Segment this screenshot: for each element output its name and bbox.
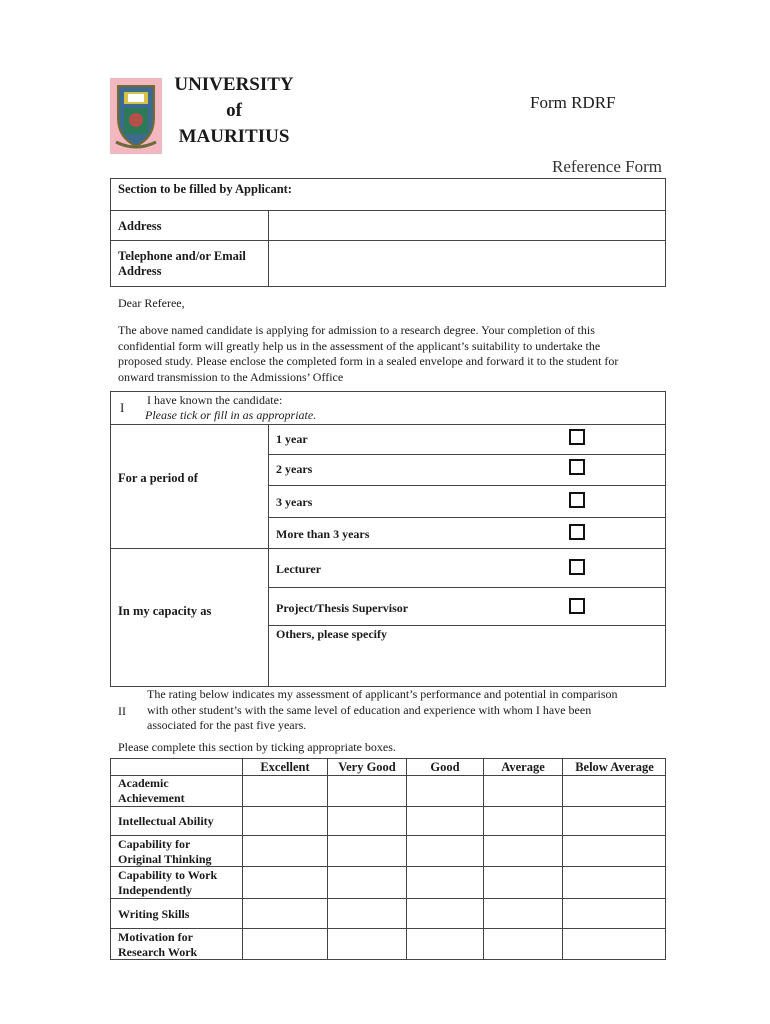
rating-cell[interactable] [563,836,666,866]
row-work-independently: Capability to Work Independently [118,868,218,897]
section-two-text: The rating below indicates my assessment of applicant’s performance and potential in comparison with other student’s with the same level of education and experience with whom I have been associated for the past five years. [147,687,618,732]
rating-cell[interactable] [407,867,483,898]
rating-cell[interactable] [243,836,327,866]
checkbox-2-years[interactable] [569,459,585,475]
rating-cell[interactable] [328,929,406,960]
address-field[interactable] [270,212,664,239]
column-below-average: Below Average [575,760,654,774]
row-intellectual-ability: Intellectual Ability [118,814,214,828]
column-excellent: Excellent [260,760,310,774]
rating-cell[interactable] [243,929,327,960]
others-specify-field[interactable] [270,643,664,685]
period-option-1-year: 1 year [276,432,308,446]
rating-cell[interactable] [407,899,483,928]
applicant-section-title: Section to be filled by Applicant: [118,182,292,196]
contact-field[interactable] [270,242,664,286]
rating-cell[interactable] [407,929,483,960]
rating-cell[interactable] [407,776,483,806]
rating-cell[interactable] [328,807,406,835]
others-label: Others, please specify [276,627,387,641]
rating-cell[interactable] [243,867,327,898]
period-option-3-years: 3 years [276,495,313,509]
section-one-heading: I have known the candidate: [147,393,283,407]
rating-cell[interactable] [484,899,562,928]
checkbox-1-year[interactable] [569,429,585,445]
period-option-2-years: 2 years [276,462,313,476]
rating-cell[interactable] [328,776,406,806]
row-writing-skills: Writing Skills [118,907,190,921]
capacity-option-supervisor: Project/Thesis Supervisor [276,601,409,615]
rating-cell[interactable] [484,929,562,960]
form-number: Form RDRF [530,93,616,112]
rating-cell[interactable] [563,807,666,835]
checkbox-supervisor[interactable] [569,598,585,614]
section-two-instruction: Please complete this section by ticking appropriate boxes. [118,740,396,754]
rating-cell[interactable] [243,807,327,835]
checkbox-3-years[interactable] [569,492,585,508]
row-research-motivation: Motivation for Research Work [118,930,198,959]
period-label: For a period of [118,471,198,485]
section-one-instruction: Please tick or fill in as appropriate. [145,408,317,422]
university-crest-icon [110,78,162,154]
rating-cell[interactable] [328,836,406,866]
rating-cell[interactable] [407,836,483,866]
rating-cell[interactable] [484,867,562,898]
rating-cell[interactable] [243,899,327,928]
letter-body: The above named candidate is applying for admission to a research degree. Your completion of this confidential form will greatly help us in the assessment of the applicant’s suitability to undertake the proposed study. Please enclose the completed form in a sealed envelope and forward it to the student for onward transmission to the Admissions’ Office [118,323,619,384]
row-academic-achievement: Academic Achievement [118,776,185,805]
rating-cell[interactable] [407,807,483,835]
column-good: Good [430,760,460,774]
rating-cell[interactable] [484,836,562,866]
row-original-thinking: Capability for Original Thinking [118,837,212,866]
rating-cell[interactable] [563,867,666,898]
rating-cell[interactable] [484,776,562,806]
rating-cell[interactable] [484,807,562,835]
rating-cell[interactable] [328,899,406,928]
salutation: Dear Referee, [118,296,185,310]
period-option-more-than-3-years: More than 3 years [276,527,370,541]
section-two-number: II [118,704,126,718]
rating-cell[interactable] [563,929,666,960]
checkbox-lecturer[interactable] [569,559,585,575]
form-title: Reference Form [552,157,662,176]
capacity-label: In my capacity as [118,604,212,618]
university-name: UNIVERSITY of MAURITIUS [174,74,294,147]
rating-cell[interactable] [563,899,666,928]
address-label: Address [118,219,162,233]
checkbox-more-than-3-years[interactable] [569,524,585,540]
capacity-option-lecturer: Lecturer [276,562,322,576]
section-one-number: I [120,400,125,415]
column-very-good: Very Good [338,760,396,774]
rating-cell[interactable] [243,776,327,806]
contact-label: Telephone and/or Email Address [118,249,246,278]
rating-cell[interactable] [328,867,406,898]
rating-cell[interactable] [563,776,666,806]
column-average: Average [501,760,545,774]
